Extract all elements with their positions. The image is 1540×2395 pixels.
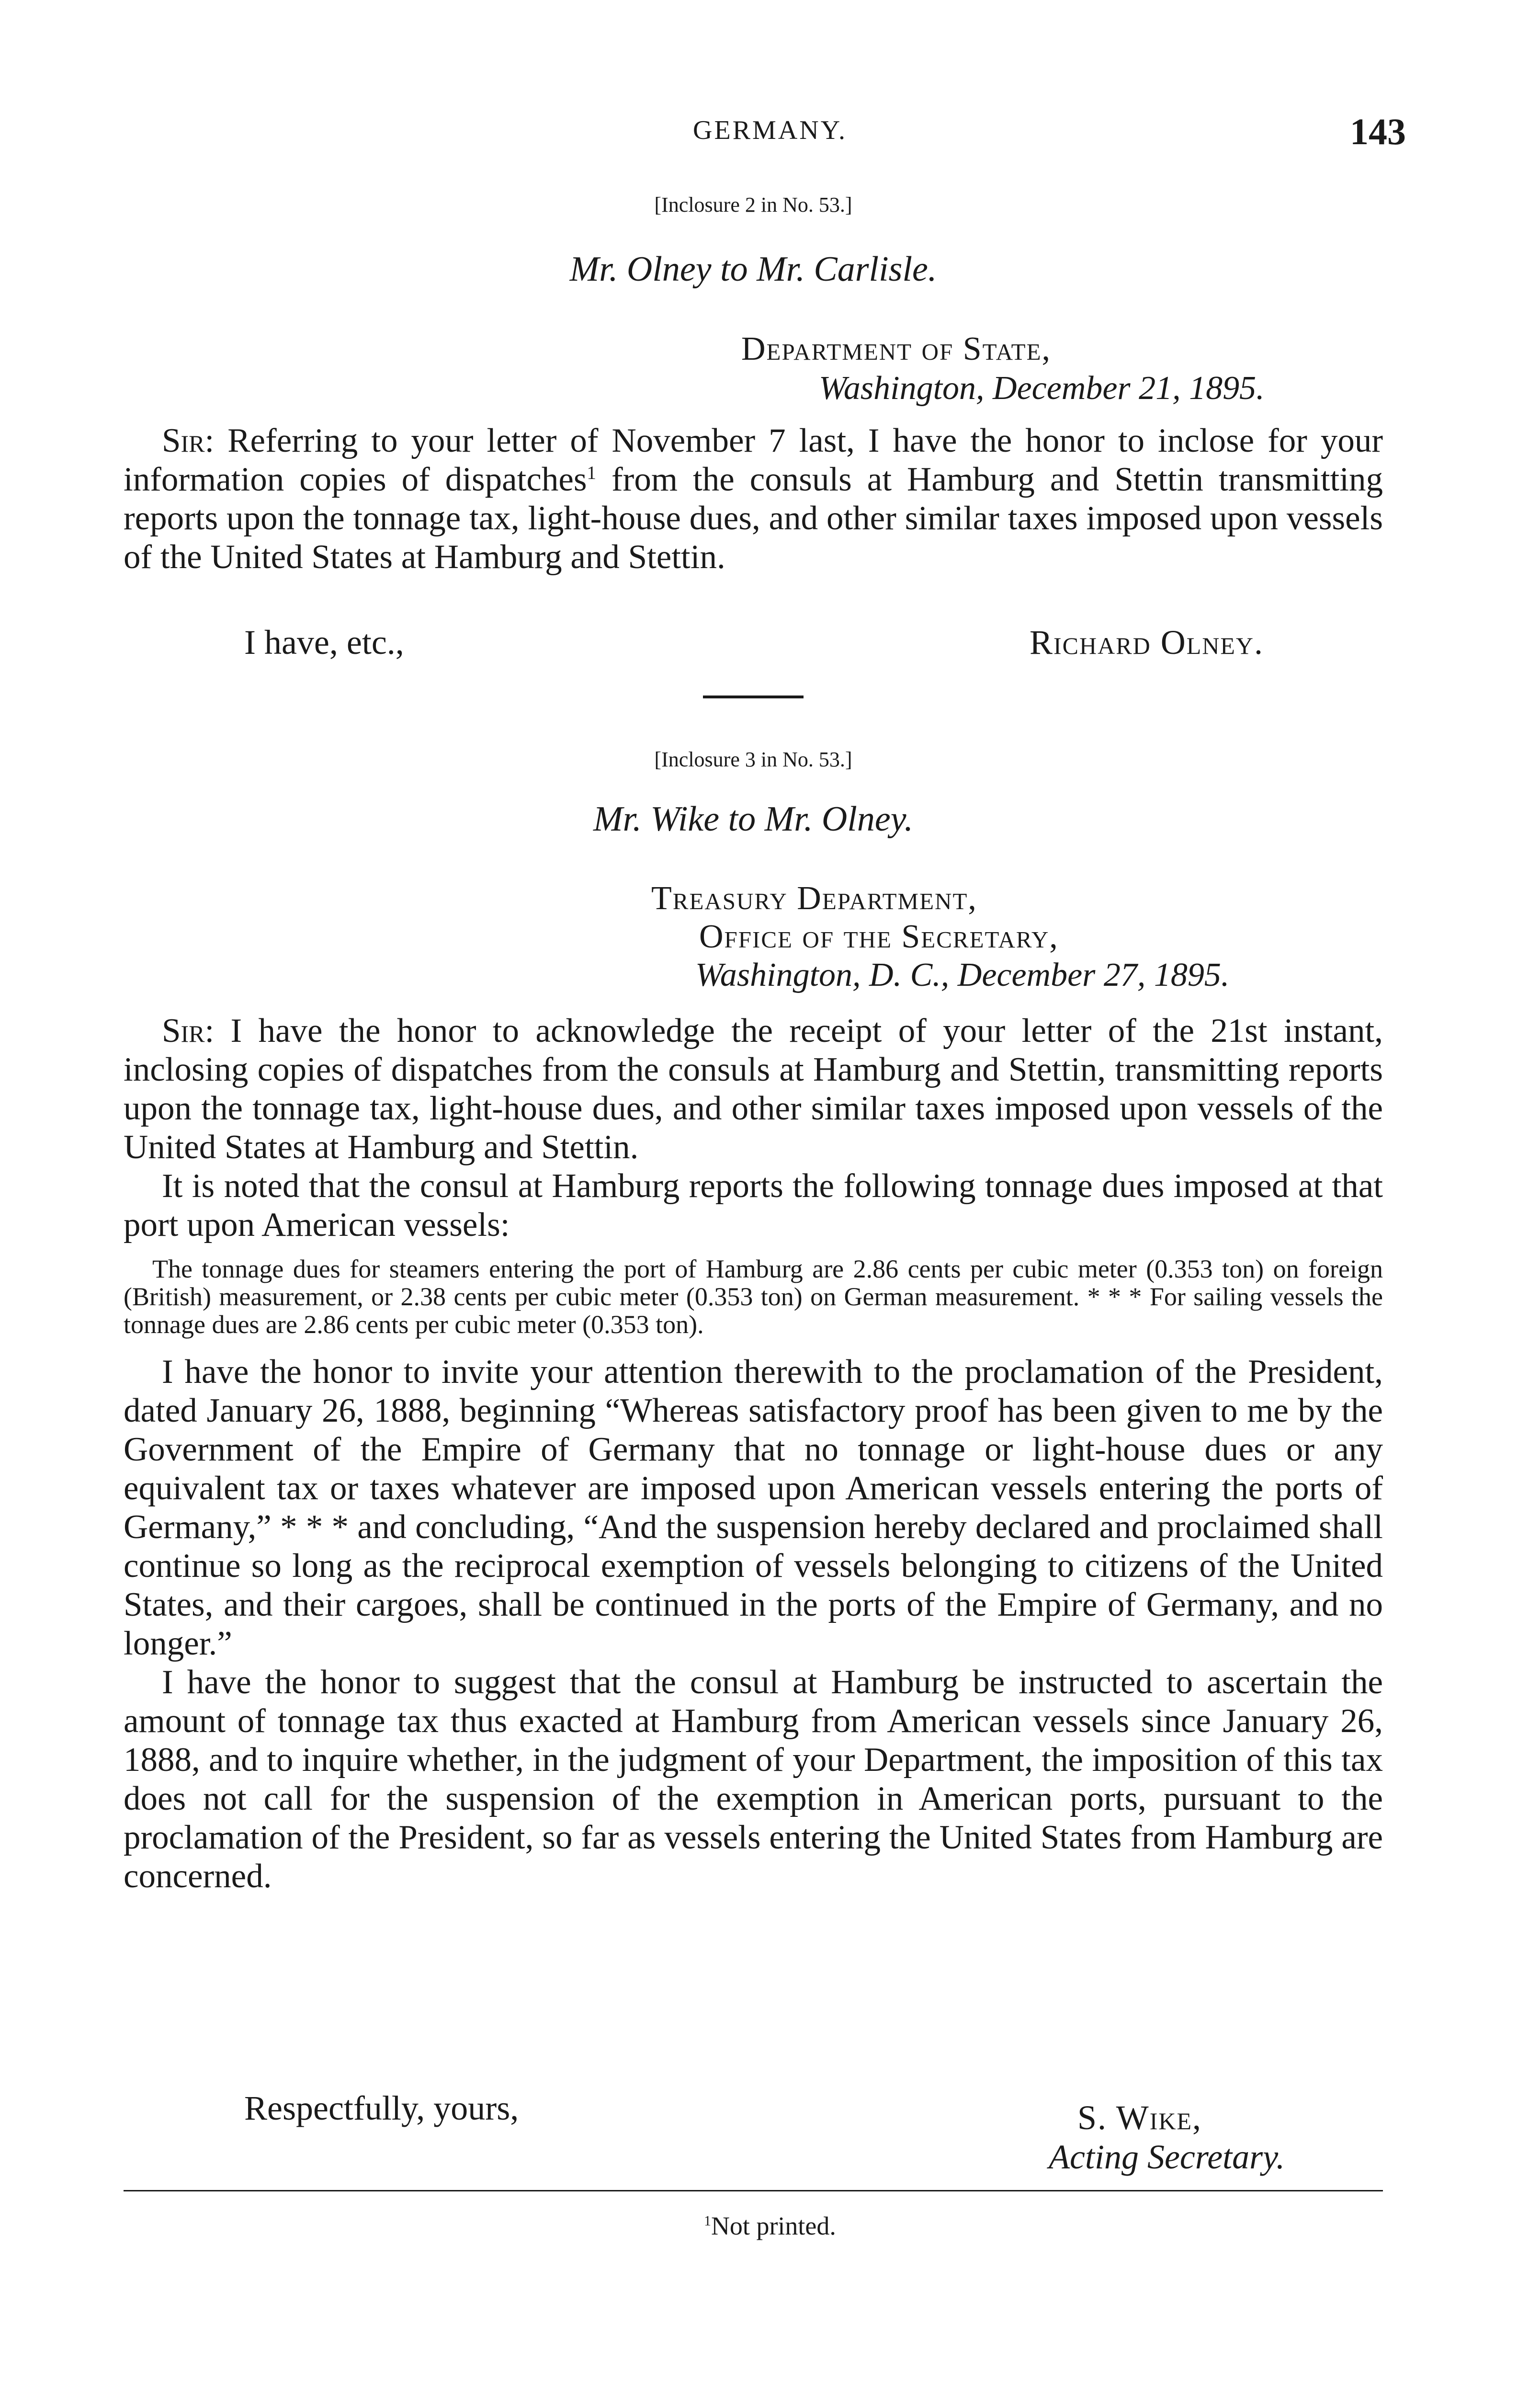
- running-title: GERMANY.: [693, 115, 847, 145]
- letter1-closing: I have, etc.,: [244, 623, 404, 661]
- letter2-paragraph-1-text: I have the honor to acknowledge the receipt of your letter of the 21st instant, inclosing copies of dispatches from the consuls at Hamburg and Stettin, transmitting reports upon the tonnage tax, light-house dues, and other similar taxes imposed upon vessels of the United States at Hamburg and Stettin.: [124, 1012, 1383, 1166]
- letter1-body-text: Referring to your letter of November 7 last, I have the honor to inclose for your information copies of dispatches: [124, 422, 1383, 498]
- letter2-salutation: Sir:: [162, 1012, 215, 1049]
- footnote: [0, 2211, 1540, 2241]
- inclosure-label-2: [Inclosure 3 in No. 53.]: [654, 748, 852, 771]
- letter2-dateline: Washington, D. C., December 27, 1895.: [695, 957, 1230, 993]
- footnote-reference: 1: [587, 462, 597, 483]
- quoted-report: The tonnage dues for steamers entering the port of Hamburg are 2.86 cents per cubic meter (0.353 ton) on foreign (British) measurement, or 2.38 cents per cubic meter (0.353 ton) on German measurement. * * * For sailing vessels the tonnage dues are 2.86 cents per cubic meter (0.353 ton).: [124, 1255, 1383, 1339]
- footnote-text: Not printed.: [711, 2212, 836, 2240]
- letter1-body-text-cont: from the consuls at Hamburg and Stettin transmitting reports upon the tonnage tax, light-house dues, and other similar taxes imposed upon vessels of the United States at Hamburg and Stettin.: [124, 461, 1383, 576]
- letter1-signature: Richard Olney.: [1030, 623, 1264, 661]
- letter2-office: Office of the Secretary,: [699, 918, 1059, 955]
- letter2-body: [124, 1012, 1383, 1896]
- letter2-department: Treasury Department,: [651, 880, 977, 917]
- letter1-dateline: Washington, December 21, 1895.: [819, 370, 1265, 407]
- inclosure-label-1: [Inclosure 2 in No. 53.]: [654, 193, 852, 217]
- letter-heading-2: Mr. Wike to Mr. Olney.: [593, 799, 913, 839]
- section-divider: [703, 696, 804, 698]
- letter2-signature-title: Acting Secretary.: [1049, 2138, 1285, 2176]
- letter1-body: [124, 422, 1383, 577]
- letter2-paragraph-4: I have the honor to suggest that the consul at Hamburg be instructed to ascertain the amount of tonnage tax thus exacted at Hamburg from American vessels since January 26, 1888, and to inquire whether, in the judgment of your Department, the imposition of this tax does not call for the suspension of the exemption in American ports, pursuant to the proclamation of the President, so far as vessels entering the United States from Hamburg are concerned.: [124, 1664, 1383, 1895]
- footnote-mark: 1: [704, 2213, 711, 2229]
- letter2-paragraph-3: I have the honor to invite your attention therewith to the proclamation of the President, dated January 26, 1888, beginning “Whereas satisfactory proof has been given to me by the Government of the Empire of Germany that no tonnage or light-house dues or any equivalent tax or taxes whatever are imposed upon American vessels entering the ports of Germany,” * * * and concluding, “And the suspension hereby declared and proclaimed shall continue so long as the reciprocal exemption of vessels belonging to citizens of the United States, and their cargoes, shall be continued in the ports of the Empire of Germany, and no longer.”: [124, 1353, 1383, 1662]
- letter1-paragraph: [124, 422, 1383, 577]
- letter2-paragraph-2: It is noted that the consul at Hamburg reports the following tonnage dues imposed at that port upon American vessels:: [124, 1167, 1383, 1243]
- letter2-closing: Respectfully, yours,: [244, 2089, 519, 2127]
- letter-heading-1: Mr. Olney to Mr. Carlisle.: [569, 250, 937, 289]
- letter2-signature: S. Wike,: [1077, 2098, 1202, 2137]
- letter2-paragraph-1: [124, 1012, 1383, 1167]
- letter1-department: Department of State,: [741, 331, 1052, 367]
- footnote-divider: [124, 2190, 1383, 2191]
- letter1-salutation: Sir:: [162, 422, 215, 459]
- page-number: 143: [1350, 111, 1406, 152]
